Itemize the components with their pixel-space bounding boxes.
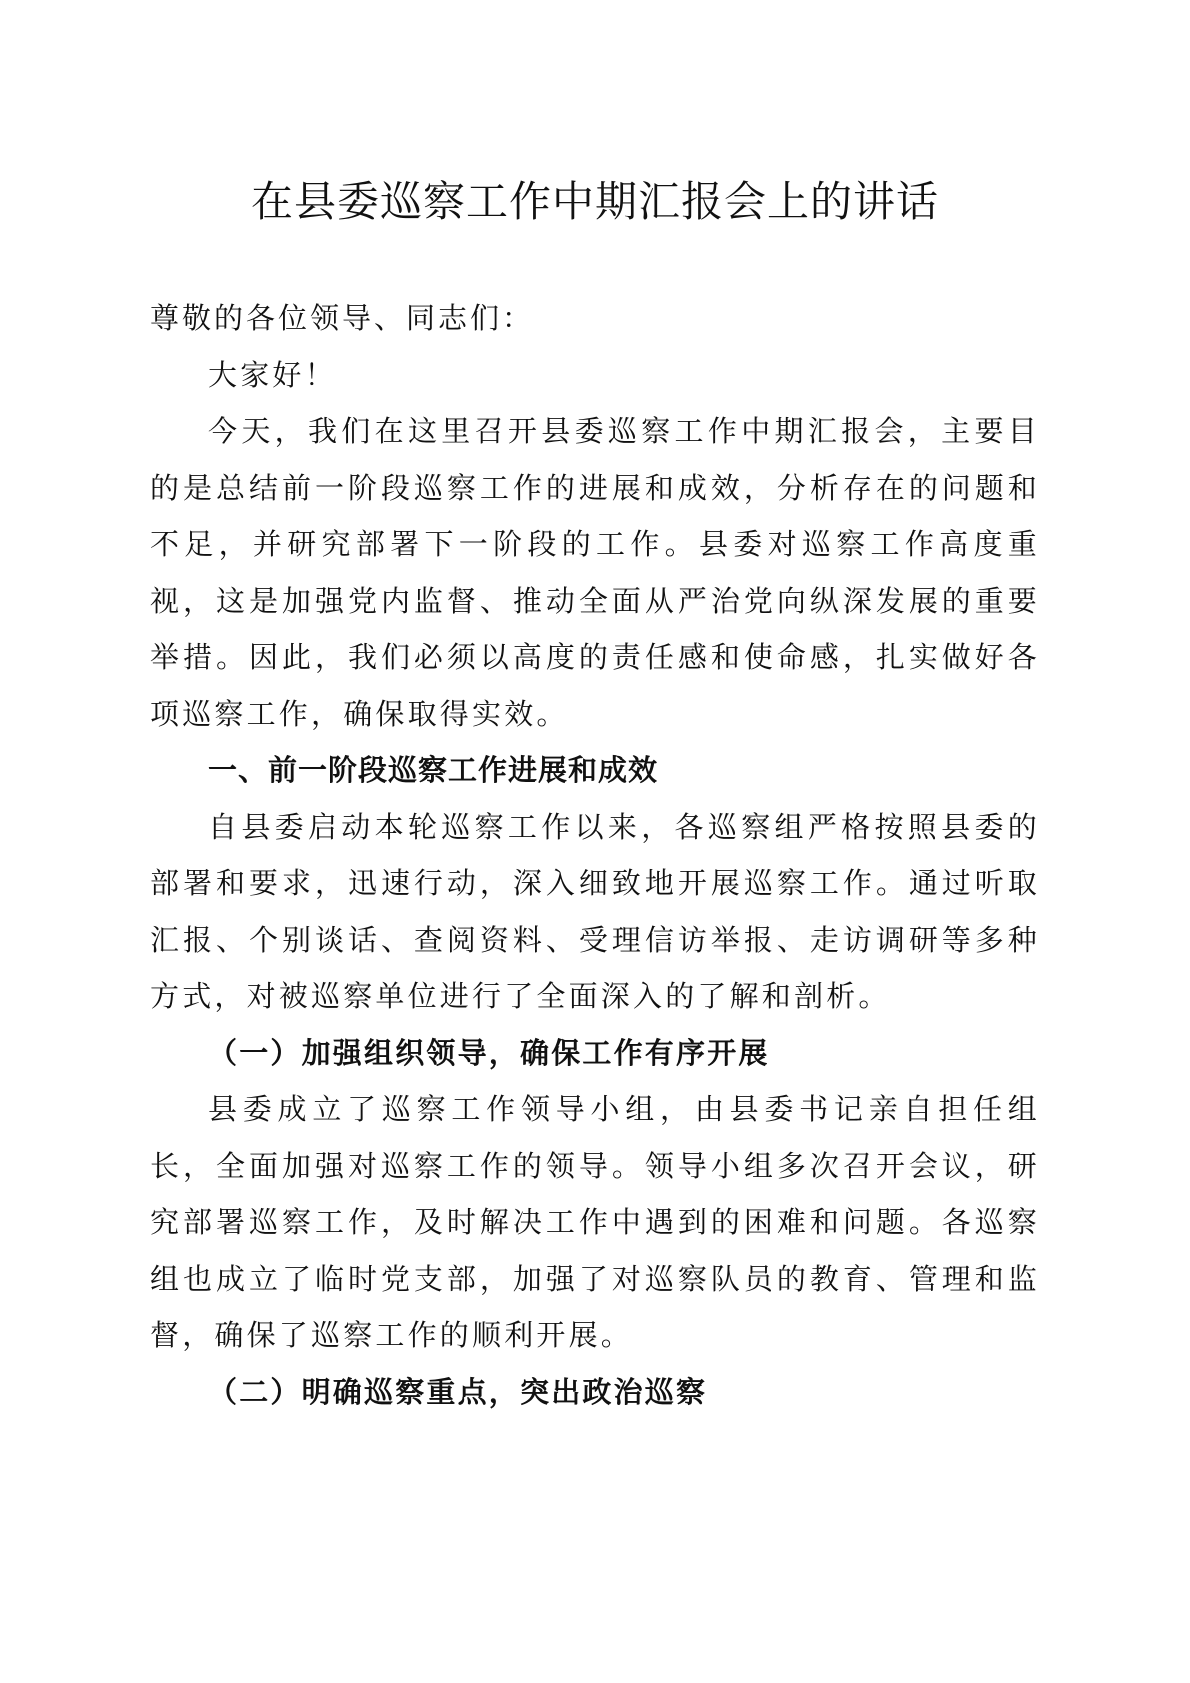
subsection-1-paragraph: 县委成立了巡察工作领导小组，由县委书记亲自担任组长，全面加强对巡察工作的领导。领导小组多次召开会议，研究部署巡察工作，及时解决工作中遇到的困难和问题。各巡察组也成立了临时党支部，加强了对巡察队员的教育、管理和监督，确保了巡察工作的顺利开展。: [150, 1092, 1040, 1352]
intro-paragraph: 今天，我们在这里召开县委巡察工作中期汇报会，主要目的是总结前一阶段巡察工作的进展和成效，分析存在的问题和不足，并研究部署下一阶段的工作。县委对巡察工作高度重视，这是加强党内监督、推动全面从严治党向纵深发展的重要举措。因此，我们必须以高度的责任感和使命感，扎实做好各项巡察工作，确保取得实效。: [150, 414, 1040, 731]
section-1-paragraph: 自县委启动本轮巡察工作以来，各巡察组严格按照县委的部署和要求，迅速行动，深入细致地开展巡察工作。通过听取汇报、个别谈话、查阅资料、受理信访举报、走访调研等多种方式，对被巡察单位进行了全面深入的了解和剖析。: [150, 809, 1040, 1013]
subsection-heading-2: （二）明确巡察重点，突出政治巡察: [208, 1374, 708, 1409]
greeting: 大家好！: [208, 357, 337, 392]
section-heading-1: 一、前一阶段巡察工作进展和成效: [208, 753, 659, 787]
document-title: 在县委巡察工作中期汇报会上的讲话: [250, 177, 939, 226]
salutation: 尊敬的各位领导、同志们：: [150, 301, 535, 335]
document-body: [150, 290, 1040, 1420]
document-page: [150, 0, 1040, 1683]
subsection-heading-1: （一）加强组织领导，确保工作有序开展: [208, 1035, 770, 1070]
